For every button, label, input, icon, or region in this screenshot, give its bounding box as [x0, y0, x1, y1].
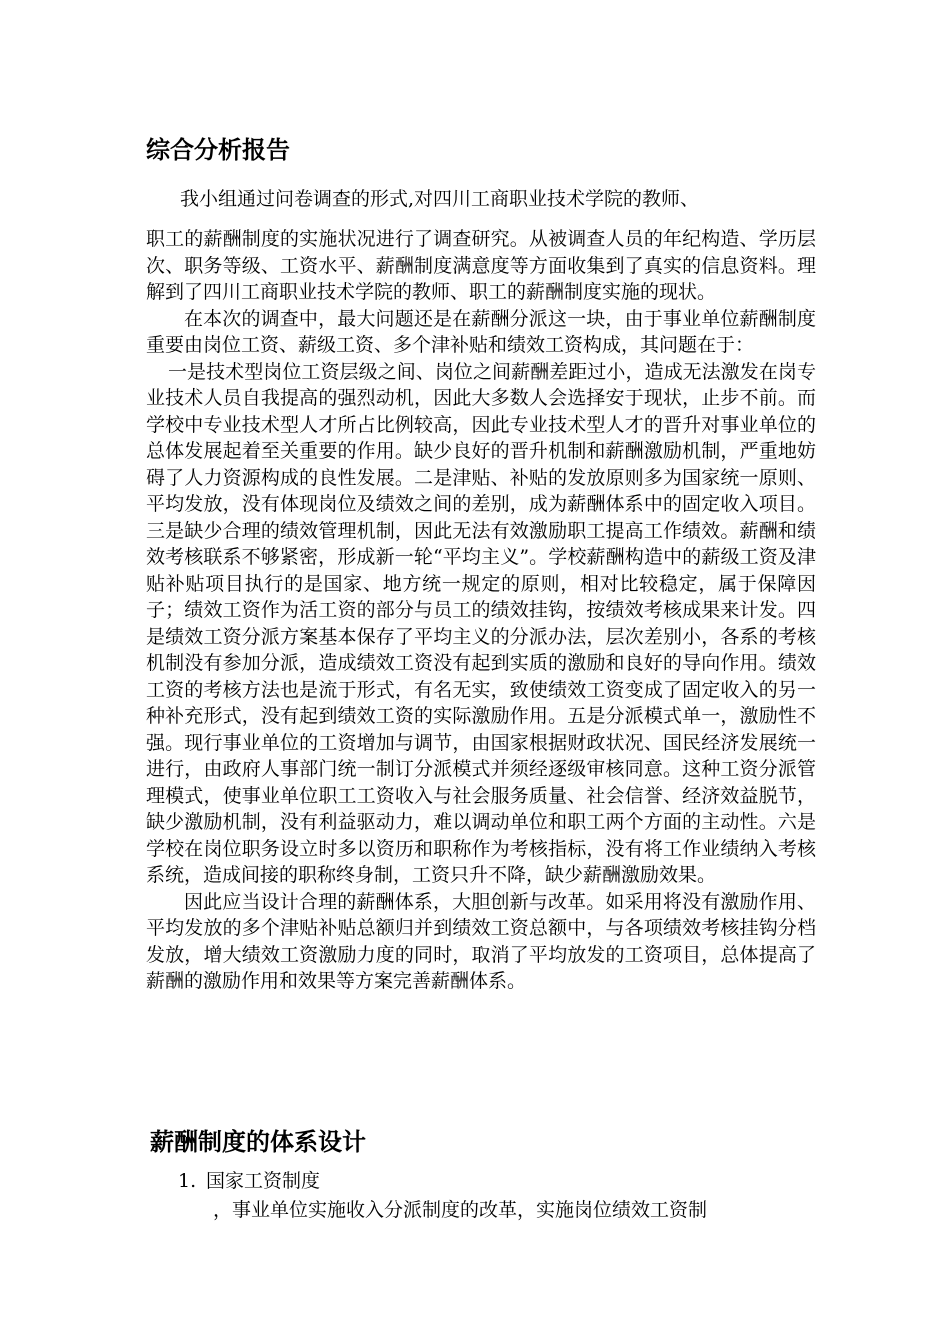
report-body — [146, 226, 816, 995]
intro-first-line: 我小组通过问卷调查的形式,对四川工商职业技术学院的教师、 — [180, 188, 700, 210]
intro-paragraph-rest: 职工的薪酬制度的实施状况进行了调查研究。从被调查人员的年纪构造、学历层次、职务等级、工资水平、薪酬制度满意度等方面收集到了真实的信息资料。理解到了四川工商职业技术学院的教师、职工的薪酬制度实施的现状。 — [146, 228, 816, 303]
list-number: 1. — [178, 1170, 197, 1192]
problem-paragraph: 在本次的调查中，最大问题还是在薪酬分派这一块，由于事业单位薪酬制度重要由岗位工资、薪级工资、多个津补贴和绩效工资构成，其问题在于： — [146, 307, 816, 356]
issues-paragraph: 一是技术型岗位工资层级之间、岗位之间薪酬差距过小，造成无法激发在岗专业技术人员自我提高的强烈动机，因此大多数人会选择安于现状，止步不前。而学校中专业技术型人才所占比例较高，因此专业技术型人才的晋升对事业单位的总体发展起着至关重要的作用。缺少良好的晋升机制和薪酬激励机制，严重地妨碍了人力资源构成的良性发展。二是津贴、补贴的发放原则多为国家统一原则、平均发放，没有体现岗位及绩效之间的差别，成为薪酬体系中的固定收入项目。三是缺少合理的绩效管理机制，因此无法有效激励职工提高工作绩效。薪酬和绩效考核联系不够紧密，形成新一轮“平均主义”。学校薪酬构造中的薪级工资及津贴补贴项目执行的是国家、地方统一规定的原则，相对比较稳定，属于保障因子；绩效工资作为活工资的部分与员工的绩效挂钩，按绩效考核成果来计发。四是绩效工资分派方案基本保存了平均主义的分派办法，层次差别小，各系的考核机制没有参加分派，造成绩效工资没有起到实质的激励和良好的导向作用。绩效工资的考核方法也是流于形式，有名无实，致使绩效工资变成了固定收入的另一种补充形式，没有起到绩效工资的实际激励作用。五是分派模式单一，激励性不强。现行事业单位的工资增加与调节，由国家根据财政状况、国民经济发展统一进行，由政府人事部门统一制订分派模式并须经逐级审核同意。这种工资分派管理模式，使事业单位职工工资收入与社会服务质量、社会信誉、经济效益脱节，缺少激励机制，没有利益驱动力，难以调动单位和职工两个方面的主动性。六是学校在岗位职务设立时多以资历和职称作为考核指标，没有将工作业绩纳入考核系统，造成间接的职称终身制，工资只升不降，缺少薪酬激励效果。 — [146, 360, 816, 886]
section-title: 薪酬制度的体系设计 — [150, 1128, 366, 1156]
conclusion-paragraph: 因此应当设计合理的薪酬体系，大胆创新与改革。如采用将没有激励作用、平均发放的多个津贴补贴总额归并到绩效工资总额中，与各项绩效考核挂钩分档发放，增大绩效工资激励力度的同时，取消了平均放发的工资项目，总体提高了薪酬的激励作用和效果等方案完善薪酬体系。 — [146, 890, 816, 992]
report-title: 综合分析报告 — [146, 136, 290, 164]
list-sub-text: ，事业单位实施收入分派制度的改革，实施岗位绩效工资制 — [213, 1199, 708, 1221]
list-item-national-wage-system — [178, 1168, 320, 1195]
list-label: 国家工资制度 — [206, 1170, 321, 1192]
